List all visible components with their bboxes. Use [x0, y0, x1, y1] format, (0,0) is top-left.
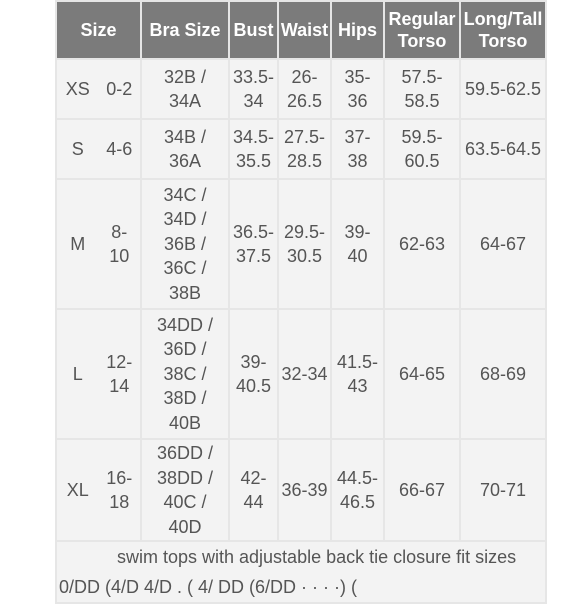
- header-row: [57, 2, 545, 58]
- bra-size-cell: 32B / 34A: [142, 60, 228, 118]
- regular-torso-cell: 59.5- 60.5: [385, 120, 459, 178]
- waist-cell: 27.5- 28.5: [279, 120, 330, 178]
- waist-cell: 29.5- 30.5: [279, 180, 330, 308]
- hips-cell: 35- 36: [332, 60, 383, 118]
- waist-cell: 32-34: [279, 310, 330, 438]
- table-row: [57, 60, 545, 118]
- table-row: [57, 310, 545, 438]
- size-cell: L12- 14: [57, 310, 140, 438]
- bust-cell: 34.5- 35.5: [230, 120, 277, 178]
- regular-torso-cell: 57.5- 58.5: [385, 60, 459, 118]
- note-row: [57, 542, 545, 602]
- size-chart-table: [55, 0, 547, 604]
- header-long-tall-torso: Long/Tall Torso: [461, 2, 545, 58]
- long-torso-cell: 63.5-64.5: [461, 120, 545, 178]
- bust-cell: 39- 40.5: [230, 310, 277, 438]
- header-bust: Bust: [230, 2, 277, 58]
- long-torso-cell: 59.5-62.5: [461, 60, 545, 118]
- size-cell: S 4-6: [57, 120, 140, 178]
- size-cell: XL16- 18: [57, 440, 140, 540]
- bra-size-cell: 34C / 34D / 36B / 36C / 38B: [142, 180, 228, 308]
- header-waist: Waist: [279, 2, 330, 58]
- waist-cell: 36-39: [279, 440, 330, 540]
- regular-torso-cell: 66-67: [385, 440, 459, 540]
- table-row: [57, 120, 545, 178]
- header-size: Size: [57, 2, 140, 58]
- bra-size-cell: 34DD / 36D / 38C / 38D / 40B: [142, 310, 228, 438]
- hips-cell: 41.5- 43: [332, 310, 383, 438]
- header-bra-size: Bra Size: [142, 2, 228, 58]
- size-cell: M8- 10: [57, 180, 140, 308]
- bust-cell: 33.5- 34: [230, 60, 277, 118]
- table-row: [57, 440, 545, 540]
- long-torso-cell: 64-67: [461, 180, 545, 308]
- bust-cell: 36.5- 37.5: [230, 180, 277, 308]
- bra-size-cell: 34B / 36A: [142, 120, 228, 178]
- waist-cell: 26- 26.5: [279, 60, 330, 118]
- swim-top-note: swim tops with adjustable back tie closure fit sizes 0/DD (4/D 4/D . ( 4/ DD (6/DD · · · ·) (: [57, 542, 545, 602]
- regular-torso-cell: 62-63: [385, 180, 459, 308]
- header-regular-torso: Regular Torso: [385, 2, 459, 58]
- long-torso-cell: 68-69: [461, 310, 545, 438]
- size-cell: XS 0-2: [57, 60, 140, 118]
- hips-cell: 39- 40: [332, 180, 383, 308]
- long-torso-cell: 70-71: [461, 440, 545, 540]
- table-row: [57, 180, 545, 308]
- bra-size-cell: 36DD / 38DD / 40C / 40D: [142, 440, 228, 540]
- hips-cell: 44.5- 46.5: [332, 440, 383, 540]
- hips-cell: 37- 38: [332, 120, 383, 178]
- regular-torso-cell: 64-65: [385, 310, 459, 438]
- bust-cell: 42- 44: [230, 440, 277, 540]
- header-hips: Hips: [332, 2, 383, 58]
